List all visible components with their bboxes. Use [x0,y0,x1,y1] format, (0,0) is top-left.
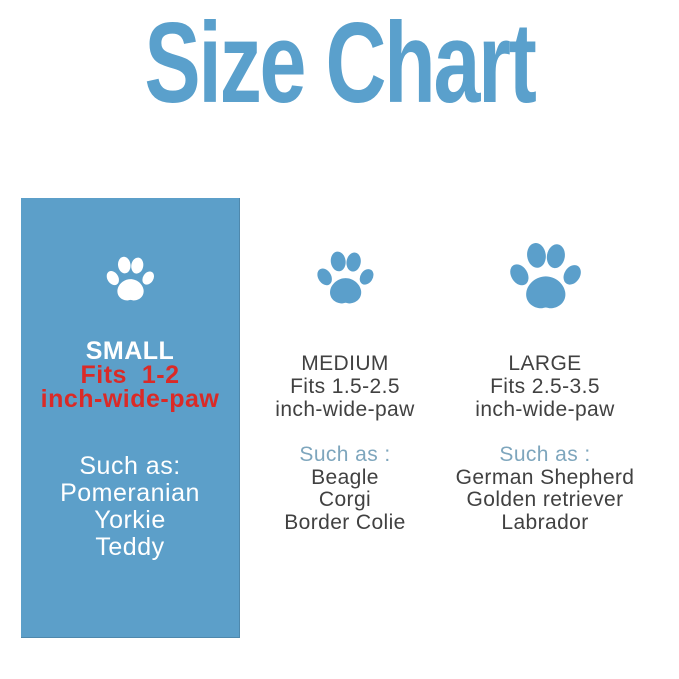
paw-icon [104,252,156,301]
small-breeds [21,453,239,561]
breed-name: Beagle [311,465,379,489]
large-heading [436,352,654,421]
large-breeds [436,444,654,534]
fits-unit-large: inch-wide-paw [475,398,615,421]
fits-unit-medium: inch-wide-paw [275,398,415,421]
breed-name: Golden retriever [466,488,624,511]
fits-range-small: Fits 1-2 [80,361,180,389]
paw-icon [506,236,584,309]
fits-range-medium: Fits 1.5-2.5 [290,375,400,398]
such-as-label-large: Such as : [499,443,591,466]
size-card-medium [258,198,432,638]
breed-name: Corgi [318,488,372,511]
size-label-medium: MEDIUM [301,352,389,375]
small-heading [21,339,239,411]
fits-range-large: Fits 2.5-3.5 [490,375,600,398]
size-label-large: LARGE [508,352,582,375]
medium-heading [258,352,432,421]
size-label-small: SMALL [85,337,175,365]
breed-name: Pomeranian [60,479,200,507]
such-as-label-small: Such as: [79,452,181,480]
medium-breeds [258,444,432,534]
size-card-large [436,198,654,638]
page-title: Size Chart [144,0,535,127]
breed-name: German Shepherd [455,465,635,489]
size-card-small [21,198,240,638]
breed-name: Border Colie [284,510,406,534]
such-as-label-medium: Such as : [299,443,391,466]
breed-name: Labrador [501,510,589,534]
paw-icon [314,246,376,304]
breed-name: Yorkie [94,506,166,534]
breed-name: Teddy [95,533,165,561]
fits-unit-small: inch-wide-paw [40,385,220,413]
